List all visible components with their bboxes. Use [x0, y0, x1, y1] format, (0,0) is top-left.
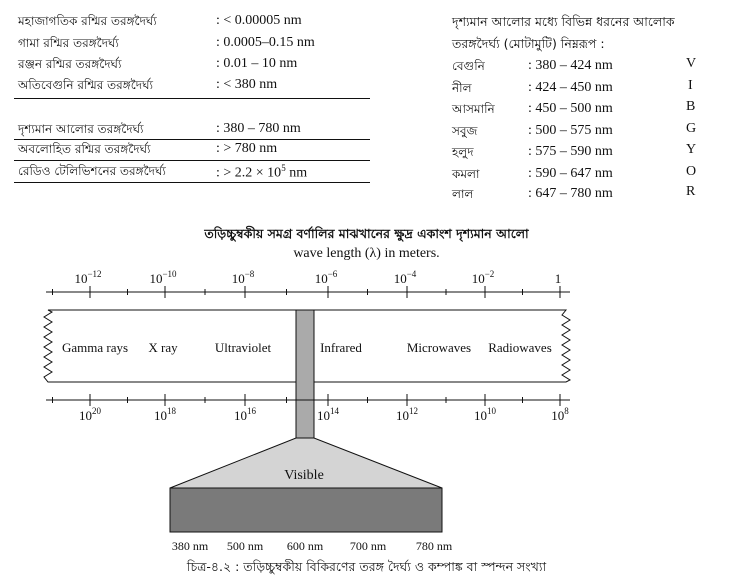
frequency-tick-label-exp: 16 — [247, 406, 256, 416]
color-range: : 450 – 500 nm — [528, 101, 613, 116]
visible-label: Visible — [284, 468, 324, 483]
band-label: Infrared — [320, 340, 362, 355]
frequency-tick-label — [154, 406, 177, 423]
frequency-tick-label — [234, 406, 257, 423]
diagram-subtitle: wave length (λ) in meters. — [293, 246, 440, 261]
color-range: : 380 – 424 nm — [528, 58, 613, 73]
color-name: সবুজ — [452, 124, 478, 138]
left-row-value: : > $2.2 \times 10^5$ nm — [216, 163, 308, 181]
color-name: আসমানি — [452, 102, 495, 116]
visible-tick-label: 700 nm — [349, 539, 387, 553]
wavelength-tick-label — [74, 269, 101, 286]
frequency-tick-label-exp: 20 — [92, 406, 101, 416]
color-range: : 575 – 590 nm — [528, 144, 613, 159]
frequency-tick-label-exp: 18 — [167, 406, 176, 416]
wavelength-tick-label-exp: −6 — [327, 269, 338, 279]
wavelength-tick-label — [555, 271, 562, 286]
frequency-tick-label-base: 10 — [396, 408, 409, 423]
color-letter: G — [686, 121, 697, 136]
left-row-label: অতিবেগুনি রশ্মির তরঙ্গদৈর্ঘ্য — [18, 78, 153, 92]
color-name: কমলা — [452, 167, 480, 181]
frequency-tick-label-base: 10 — [551, 408, 565, 423]
frequency-tick-label-base: 10 — [317, 408, 330, 423]
color-letter: R — [686, 184, 696, 199]
wavelength-tick-label — [472, 269, 495, 286]
frequency-tick-label-base: 10 — [474, 408, 487, 423]
frequency-tick-label — [474, 406, 497, 423]
frequency-tick-label-exp: 10 — [487, 406, 496, 416]
wavelength-tick-label — [315, 269, 338, 286]
left-row-label: মহাজাগতিক রশ্মির তরঙ্গদৈর্ঘ্য — [18, 14, 157, 28]
frequency-tick-label-base: 10 — [79, 408, 92, 423]
wavelength-tick-label-base: 10 — [314, 271, 328, 286]
color-letter: Y — [686, 142, 697, 157]
frequency-tick-label-base: 10 — [154, 408, 167, 423]
color-letter: O — [686, 164, 697, 179]
right-heading: তরঙ্গদৈর্ঘ্য (মোটামুটি) নিম্নরূপ : — [452, 36, 605, 51]
left-row-label: রেডিও টেলিভিশনের তরঙ্গদৈর্ঘ্য — [18, 164, 166, 178]
color-range: : 590 – 647 nm — [528, 166, 613, 181]
left-row-value: : 380 – 780 nm — [216, 121, 301, 136]
wavelength-tick-label — [232, 269, 255, 286]
wavelength-tick-label-exp: −10 — [162, 269, 177, 279]
color-name: নীল — [452, 81, 472, 95]
visible-window — [296, 310, 314, 438]
frequency-tick-label — [396, 406, 418, 423]
band-label: Gamma rays — [61, 340, 129, 355]
left-row-label: রঞ্জন রশ্মির তরঙ্গদৈর্ঘ্য — [18, 57, 122, 71]
wavelength-tick-label-base: 1 — [554, 271, 562, 286]
color-name: বেগুনি — [452, 59, 485, 73]
band-label: Ultraviolet — [214, 340, 272, 355]
color-name: লাল — [452, 187, 474, 201]
figure-caption: চিত্র-৪.২ : তড়িচ্চুম্বকীয় বিকিরণের তরঙ্গ দৈর্ঘ্য ও কম্পাঙ্ক বা স্পন্দন সংখ্যা — [186, 559, 547, 574]
wavelength-tick-label — [149, 269, 177, 286]
band-label: Radiowaves — [488, 340, 552, 355]
frequency-tick-label-exp: 8 — [564, 406, 569, 416]
visible-tick-label: 500 nm — [226, 539, 264, 553]
right-heading: দৃশ্যমান আলোর মধ্যে বিভিন্ন ধরনের আলোক — [452, 14, 675, 29]
left-row-value: : > 780 nm — [216, 141, 278, 156]
wavelength-tick-label-base: 10 — [74, 271, 88, 286]
frequency-tick-label-base: 10 — [234, 408, 247, 423]
color-range: : 500 – 575 nm — [528, 123, 613, 138]
left-row-value: : 0.01 – 10 nm — [216, 56, 298, 71]
visible-tick-label: 380 nm — [171, 539, 209, 553]
left-row-value: : < 380 nm — [216, 77, 278, 92]
color-letter: B — [686, 99, 696, 114]
visible-tick-label: 600 nm — [286, 539, 324, 553]
color-name: হলুদ — [452, 145, 474, 159]
wavelength-tick-label-exp: −2 — [484, 269, 495, 279]
wavelength-ticks — [53, 269, 562, 298]
left-row-value: : < 0.00005 nm — [216, 13, 302, 28]
diagram-title: তড়িচ্চুম্বকীয় সমগ্র বর্ণালির মাঝখানের ক্ষুদ্র একাংশ দৃশ্যমান আলো — [204, 226, 529, 241]
left-row-label: দৃশ্যমান আলোর তরঙ্গদৈর্ঘ্য — [18, 122, 144, 136]
wavelength-tick-label-base: 10 — [149, 271, 163, 286]
left-row-value: : 0.0005–0.15 nm — [216, 35, 315, 50]
wavelength-tick-label-exp: −4 — [406, 269, 417, 279]
band-label: Microwaves — [406, 340, 472, 355]
wavelength-tick-label — [394, 269, 417, 286]
frequency-tick-label-exp: 12 — [409, 406, 418, 416]
color-letter: V — [686, 56, 697, 71]
frequency-tick-label — [79, 406, 102, 423]
color-range: : 424 – 450 nm — [528, 80, 613, 95]
wavelength-tick-label-base: 10 — [393, 271, 407, 286]
frequency-tick-label — [317, 406, 340, 423]
wavelength-tick-label-base: 10 — [471, 271, 485, 286]
visible-tick-label: 780 nm — [415, 539, 453, 553]
color-letter: I — [688, 78, 693, 93]
left-row-label: অবলোহিত রশ্মির তরঙ্গদৈর্ঘ্য — [18, 142, 151, 156]
frequency-tick-label-exp: 14 — [330, 406, 339, 416]
wavelength-tick-label-exp: −8 — [244, 269, 255, 279]
wavelength-tick-label-base: 10 — [231, 271, 245, 286]
band-label: X ray — [148, 340, 178, 355]
color-range: : 647 – 780 nm — [528, 186, 613, 201]
visible-band — [170, 488, 442, 532]
wavelength-tick-label-exp: −12 — [87, 269, 102, 279]
visible-ticks — [172, 539, 453, 553]
left-row-label: গামা রশ্মির তরঙ্গদৈর্ঘ্য — [18, 36, 119, 50]
frequency-tick-label — [551, 406, 569, 423]
